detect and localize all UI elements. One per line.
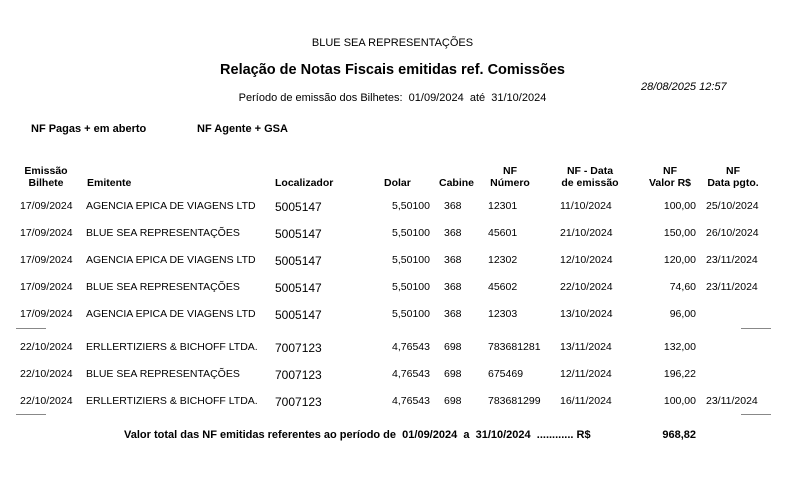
cell-valor: 132,00 <box>663 341 696 353</box>
cell-nf-numero: 12301 <box>488 200 518 212</box>
cell-emissao: 17/09/2024 <box>20 308 73 320</box>
col-cabine: Cabine <box>439 177 475 189</box>
cell-nf-numero: 783681281 <box>488 341 541 353</box>
cell-cabine: 698 <box>444 368 462 380</box>
cell-nf-data: 13/10/2024 <box>560 308 613 320</box>
cell-cabine: 698 <box>444 395 462 407</box>
cell-dolar: 4,76543 <box>392 368 430 380</box>
cell-emitente: ERLLERTIZIERS & BICHOFF LTDA. <box>86 395 258 407</box>
cell-emissao: 17/09/2024 <box>20 254 73 266</box>
cell-nf-numero: 12302 <box>488 254 518 266</box>
cell-nf-data: 12/10/2024 <box>560 254 613 266</box>
cell-data-pgto: 25/10/2024 <box>706 200 759 212</box>
total-end: 31/10/2024 <box>475 429 531 441</box>
cell-emitente: BLUE SEA REPRESENTAÇÕES <box>86 227 240 239</box>
cell-dolar: 5,50100 <box>392 308 430 320</box>
cell-data-pgto: 23/11/2024 <box>706 254 758 266</box>
total-currency: R$ <box>576 429 591 441</box>
cell-nf-numero: 783681299 <box>488 395 541 407</box>
cell-emissao: 17/09/2024 <box>20 281 73 293</box>
cell-localizador: 5005147 <box>275 308 322 322</box>
cell-emitente: BLUE SEA REPRESENTAÇÕES <box>86 281 240 293</box>
cell-data-pgto: 23/11/2024 <box>706 395 758 407</box>
separator-right <box>741 414 771 415</box>
cell-emitente: ERLLERTIZIERS & BICHOFF LTDA. <box>86 341 258 353</box>
separator-left <box>16 414 46 415</box>
col-pgto <box>700 165 766 189</box>
total-line <box>124 429 591 441</box>
cell-dolar: 4,76543 <box>392 395 430 407</box>
cell-cabine: 368 <box>444 308 462 320</box>
cell-cabine: 698 <box>444 341 462 353</box>
cell-dolar: 5,50100 <box>392 254 430 266</box>
cell-localizador: 7007123 <box>275 341 322 355</box>
cell-nf-numero: 12303 <box>488 308 518 320</box>
col-emissao-line1: Emissão <box>24 165 68 177</box>
col-localizador: Localizador <box>275 177 334 189</box>
cell-valor: 196,22 <box>663 368 696 380</box>
cell-nf-numero: 675469 <box>488 368 524 380</box>
cell-emissao: 17/09/2024 <box>20 227 73 239</box>
col-pgto-line2: Data pgto. <box>707 177 759 189</box>
col-valor <box>640 165 700 189</box>
total-value: 968,82 <box>662 429 696 441</box>
separator-right <box>741 328 771 329</box>
col-nf-data <box>555 165 625 189</box>
col-emissao-line2: Bilhete <box>28 177 64 189</box>
cell-nf-data: 16/11/2024 <box>560 395 612 407</box>
cell-localizador: 5005147 <box>275 254 322 268</box>
company-name: BLUE SEA REPRESENTAÇÕES <box>311 37 474 49</box>
cell-valor: 100,00 <box>663 395 696 407</box>
period-line <box>0 92 785 104</box>
cell-cabine: 368 <box>444 254 462 266</box>
filter-status: NF Pagas + em aberto <box>31 123 147 135</box>
cell-emitente: AGENCIA EPICA DE VIAGENS LTD <box>86 254 256 266</box>
period-sep: até <box>469 92 486 104</box>
period-label: Período de emissão dos Bilhetes: <box>238 92 403 104</box>
cell-emitente: BLUE SEA REPRESENTAÇÕES <box>86 368 240 380</box>
cell-nf-data: 11/10/2024 <box>560 200 612 212</box>
cell-cabine: 368 <box>444 281 462 293</box>
cell-valor: 120,00 <box>663 254 696 266</box>
cell-valor: 96,00 <box>669 308 696 320</box>
cell-emissao: 17/09/2024 <box>20 200 73 212</box>
cell-localizador: 5005147 <box>275 227 322 241</box>
col-pgto-line1: NF <box>726 165 740 177</box>
col-nf-data-line1: NF - Data <box>566 165 614 177</box>
col-dolar: Dolar <box>384 177 411 189</box>
period-start: 01/09/2024 <box>408 92 464 104</box>
cell-cabine: 368 <box>444 227 462 239</box>
col-emissao <box>16 165 76 189</box>
col-nf-numero <box>480 165 540 189</box>
cell-emissao: 22/10/2024 <box>20 368 73 380</box>
cell-nf-numero: 45602 <box>488 281 518 293</box>
cell-valor: 74,60 <box>669 281 696 293</box>
col-valor-line1: NF <box>663 165 677 177</box>
col-nf-data-line2: de emissão <box>561 177 619 189</box>
cell-emitente: AGENCIA EPICA DE VIAGENS LTD <box>86 308 256 320</box>
filter-type: NF Agente + GSA <box>197 123 288 135</box>
col-nf-numero-line1: NF <box>503 165 517 177</box>
cell-nf-numero: 45601 <box>488 227 518 239</box>
cell-emissao: 22/10/2024 <box>20 395 73 407</box>
period-end: 31/10/2024 <box>491 92 547 104</box>
total-sep: a <box>463 429 470 441</box>
cell-dolar: 5,50100 <box>392 200 430 212</box>
col-emitente: Emitente <box>87 177 132 189</box>
cell-data-pgto: 23/11/2024 <box>706 281 758 293</box>
col-valor-line2: Valor R$ <box>648 177 692 189</box>
cell-emitente: AGENCIA EPICA DE VIAGENS LTD <box>86 200 256 212</box>
separator-left <box>16 328 46 329</box>
cell-nf-data: 21/10/2024 <box>560 227 613 239</box>
cell-nf-data: 13/11/2024 <box>560 341 612 353</box>
report-timestamp: 28/08/2025 12:57 <box>641 81 727 93</box>
cell-valor: 150,00 <box>663 227 696 239</box>
cell-localizador: 5005147 <box>275 200 322 214</box>
cell-data-pgto: 26/10/2024 <box>706 227 759 239</box>
report-title: Relação de Notas Fiscais emitidas ref. Comissões <box>220 62 565 78</box>
cell-localizador: 5005147 <box>275 281 322 295</box>
col-nf-numero-line2: Número <box>490 177 530 189</box>
cell-dolar: 5,50100 <box>392 227 430 239</box>
cell-nf-data: 22/10/2024 <box>560 281 613 293</box>
cell-nf-data: 12/11/2024 <box>560 368 612 380</box>
cell-valor: 100,00 <box>663 200 696 212</box>
cell-localizador: 7007123 <box>275 368 322 382</box>
total-start: 01/09/2024 <box>402 429 458 441</box>
cell-dolar: 5,50100 <box>392 281 430 293</box>
total-dots: ............ <box>536 429 574 441</box>
cell-localizador: 7007123 <box>275 395 322 409</box>
total-label: Valor total das NF emitidas referentes ao período de <box>124 429 397 441</box>
cell-emissao: 22/10/2024 <box>20 341 73 353</box>
cell-dolar: 4,76543 <box>392 341 430 353</box>
cell-cabine: 368 <box>444 200 462 212</box>
